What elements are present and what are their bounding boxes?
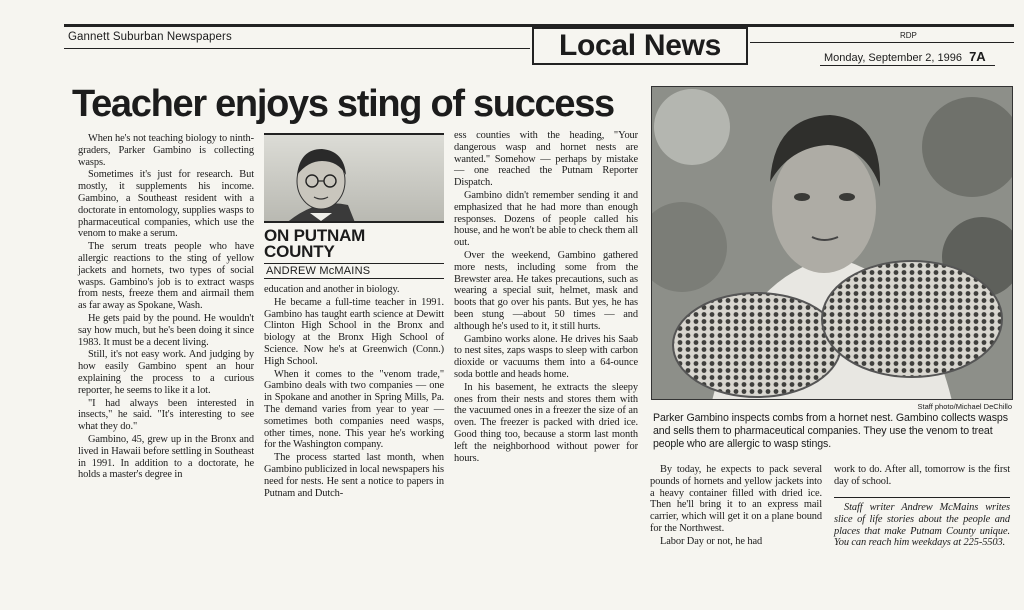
date-underline (820, 65, 995, 66)
paragraph: When it comes to the "venom trade," Gambino deals with two companies — one in Spokane and another in Spring Mills, Pa. The demand varies from year to year — sometimes both companies need wasps, other times, none. This year he's working for the Washington company. (264, 368, 444, 451)
date-text: Monday, September 2, 1996 (824, 52, 962, 64)
kicker-line-1: ON PUTNAM (264, 226, 366, 245)
paragraph: He became a full-time teacher in 1991. Gambino has taught earth science at Dewitt Clinton High School in the Bronx and biology at the Bronx High School of Science. Now he's at Greenwich (Conn.) High School. (264, 296, 444, 367)
writer-tagline: Staff writer Andrew McMains writes slice of life stories about the people and places that make Putnam County unique. You can reach him weekdays at 225-5503. (834, 502, 1010, 549)
photo-caption: Parker Gambino inspects combs from a hornet nest. Gambino collects wasps and sells them to pharmaceutical companies. They use the venom to treat people who are allergic to wasp stings. (653, 412, 1008, 450)
photo-credit: Staff photo/Michael DeChillo (917, 402, 1012, 411)
paragraph: Over the weekend, Gambino gathered more nests, including some from the Brewster area. He takes precautions, such as wearing a special suit, helmet, mask and boots that go over his pants. But yes, he has been stung —about 50 times — and although he's used to it, it still hurts. (454, 249, 638, 332)
page-number: 7A (969, 49, 986, 64)
paragraph: Labor Day or not, he had (660, 535, 763, 547)
section-title: Local News (558, 29, 722, 62)
column-kicker (264, 228, 444, 260)
article-column-2 (264, 284, 444, 500)
masthead-right-rule (750, 42, 1014, 43)
article-column-1 (78, 133, 254, 482)
paragraph: Gambino works alone. He drives his Saab to nest sites, zaps wasps to sleep with carbon dioxide or vacuums them into a 64-ounce soda bottle and heads home. (454, 333, 638, 380)
paragraph: "I had always been interested in insects," he said. "It's interesting to see what they do." (78, 397, 254, 433)
paragraph: The serum treats people who have allergic reactions to the sting of yellow jackets and hornets, two types of social wasps. Gambino's job is to extract wasps from nests, freeze them and airmail them as far away as Spokane, Wash. (78, 241, 254, 312)
hornet-nest-photo-icon (652, 87, 1013, 400)
paragraph: Gambino, 45, grew up in the Bronx and lived in Hawaii before settling in Southeast in 1991. In addition to a doctorate, he holds a master's degree in (78, 433, 254, 481)
paragraph: education and another in biology. (264, 284, 400, 295)
issue-date (824, 49, 986, 64)
paragraph: In his basement, he extracts the sleepy ones from their nests and stores them with the vacuumed ones in a freezer the size of an oven. The freezer is packed with dried ice. Good thing too, because a storm last month left the neighborhood without power for hours. (454, 381, 638, 464)
byline-rule-bottom (264, 278, 444, 279)
edition-code: RDP (900, 31, 917, 40)
paragraph: work to do. After all, tomorrow is the first day of school. (834, 464, 1010, 487)
paragraph: When he's not teaching biology to ninth-graders, Parker Gambino is collecting wasps. (78, 133, 254, 168)
paragraph: The process started last month, when Gambino publicized in local newspapers his need for nests. He sent a notice to papers in Putnam and Dutch- (264, 452, 444, 499)
article-column-4 (650, 464, 822, 549)
paragraph: By today, he expects to pack several pounds of hornets and yellow jackets into a heavy container filled with dried ice. Then he'll bring it to an express mail carrier, which will get it on a plane bound for the Northwest. (650, 464, 822, 534)
article-column-5 (834, 464, 1010, 489)
columnist-portrait-icon (264, 135, 444, 223)
main-photo (651, 86, 1013, 400)
paragraph: Sometimes it's just for research. But mostly, it supplements his income. Gambino, a Southeast resident with a doctorate in entomology, supplies wasps to pharmaceutical companies, which use the venom to make a serum. (78, 169, 254, 240)
byline-rule-top (264, 263, 444, 264)
byline: ANDREW McMAINS (266, 265, 371, 277)
paragraph: ess counties with the heading, "Your dangerous wasp and hornet nests are wanted." Somehow — perhaps by mistake — one reached the Putnam Reporter Dispatch. (454, 130, 638, 189)
headline: Teacher enjoys sting of success (72, 83, 614, 125)
kicker-line-2: COUNTY (264, 242, 335, 261)
article-column-3 (454, 130, 638, 465)
publisher-name: Gannett Suburban Newspapers (68, 31, 232, 43)
paragraph: Gambino didn't remember sending it and emphasized that he had more than enough responses. Dozens of people called his house, and he won't be able to check them all out. (454, 189, 638, 249)
paragraph: Still, it's not easy work. And judging by how easily Gambino spent an hour explaining the process to a curious reporter, he seems to like it a lot. (78, 349, 254, 396)
section-box (532, 27, 748, 65)
masthead-left-rule (64, 48, 530, 49)
tagline-rule (834, 497, 1010, 498)
paragraph: He gets paid by the pound. He wouldn't say how much, but he's been doing it since 1983. It must be a decent living. (78, 312, 254, 348)
columnist-photo (264, 133, 444, 223)
